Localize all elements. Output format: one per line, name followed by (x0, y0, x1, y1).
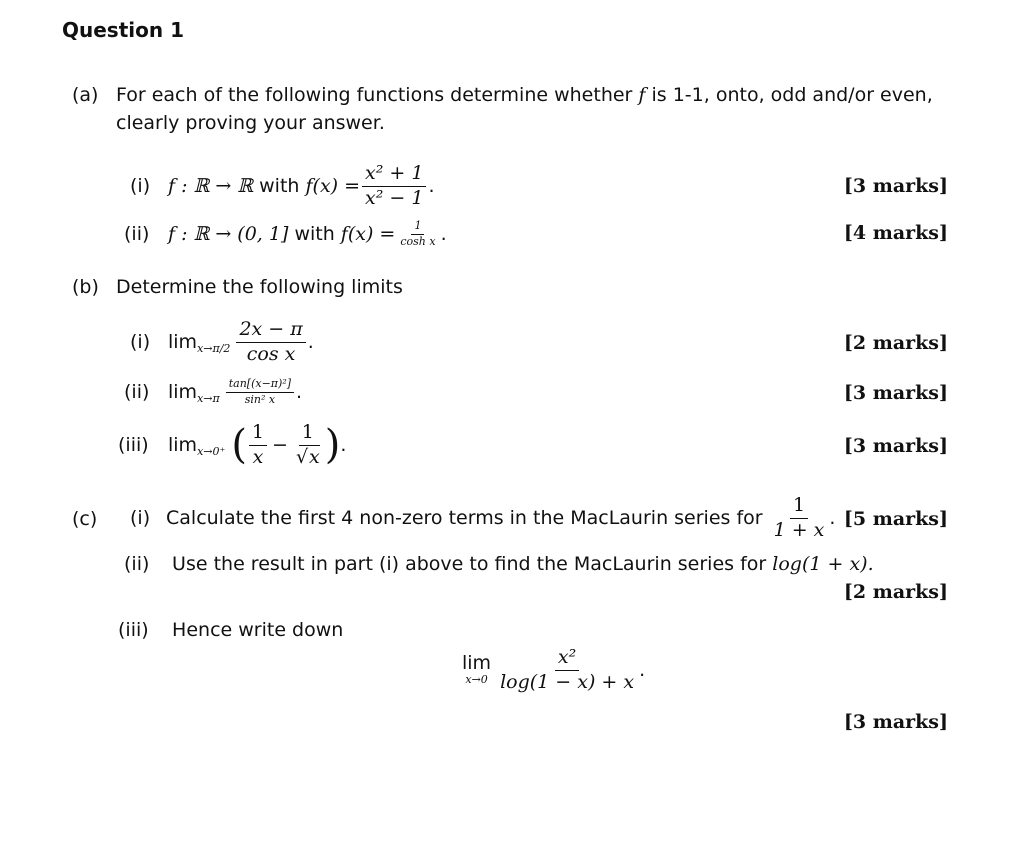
part-c-iii (118, 619, 343, 641)
part-b-i-end: . (307, 331, 314, 353)
part-b-ii-lim: lim (168, 381, 198, 403)
part-b-ii-denominator: sin² x (244, 392, 276, 406)
part-c-label: (c) (72, 508, 98, 530)
part-a-i-denominator: x² − 1 (365, 186, 424, 209)
part-b-iii-marks: [3 marks] (843, 435, 948, 457)
part-a-i-numerator: x² + 1 (362, 163, 426, 187)
part-a-i-marks: [3 marks] (843, 175, 948, 197)
part-c-iii-text: Hence write down (172, 619, 344, 641)
part-b-iii-minus: − (272, 434, 288, 456)
part-b-i (130, 316, 314, 368)
part-a-i-label: (i) (130, 175, 151, 197)
part-c-iii-display-limit (462, 640, 645, 700)
part-c-i-text: Calculate the first 4 non-zero terms in the MacLaurin series for (166, 507, 763, 529)
part-a-i-fraction (362, 163, 426, 210)
part-b-ii-fraction (226, 378, 294, 406)
part-c-iii-label: (iii) (118, 619, 149, 641)
part-b-iii-numerator-1: 1 (249, 422, 267, 446)
part-c-iii-marks: [3 marks] (843, 711, 948, 733)
part-c-ii (124, 553, 874, 575)
part-b-iii-end: . (340, 434, 347, 456)
part-a-text: For each of the following functions determine whether (116, 84, 633, 106)
question-title: Question 1 (62, 18, 184, 42)
part-b-iii-denominator-2 (293, 446, 323, 469)
part-b-ii-sub: x→π (197, 391, 220, 405)
part-a-text-line2: clearly proving your answer. (116, 112, 385, 134)
part-b-ii-numerator: tan[(x−π)²] (226, 378, 294, 393)
part-c-iii-lim-block (462, 651, 492, 686)
part-b-i-lim: lim (168, 331, 198, 353)
part-a-ii-fx: f(x) = (340, 223, 396, 245)
part-b-i-label: (i) (130, 331, 151, 353)
part-b-i-fraction (236, 319, 305, 366)
part-c-iii-end: . (639, 659, 646, 681)
part-a-i-with: with (259, 175, 300, 197)
part-b-ii-marks: [3 marks] (843, 382, 948, 404)
part-c-i-fraction (771, 495, 828, 542)
part-b-iii (118, 416, 346, 474)
part-c-iii-numerator: x² (555, 647, 579, 671)
part-a-ii (124, 216, 447, 252)
part-c-ii-label: (ii) (124, 553, 150, 575)
part-a-label: (a) (72, 84, 99, 106)
part-c-ii-expr: log(1 + x). (772, 553, 874, 575)
part-c-iii-fraction (497, 647, 637, 694)
part-b-iii-numerator-2: 1 (299, 422, 317, 446)
part-a-text-line1 (116, 84, 933, 106)
part-a-ii-map: f : ℝ → (0, 1] (168, 223, 289, 245)
part-b-ii (124, 372, 302, 412)
part-c-i (130, 490, 835, 546)
part-b-ii-label: (ii) (124, 381, 150, 403)
part-c-i-denominator: 1 + x (773, 518, 825, 541)
part-a-ii-denominator: cosh x (400, 234, 436, 248)
sqrt-symbol: √ (295, 445, 309, 468)
part-c-ii-marks: [2 marks] (843, 581, 948, 603)
part-a-i (130, 160, 435, 212)
part-a-ii-label: (ii) (124, 223, 150, 245)
part-a-i-end: . (428, 175, 435, 197)
part-c-ii-text: Use the result in part (i) above to find the MacLaurin series for (172, 553, 767, 575)
part-a-ii-marks: [4 marks] (843, 222, 948, 244)
part-b-iii-denominator-1: x (252, 445, 264, 468)
part-a-i-map: f : ℝ → ℝ (168, 175, 254, 197)
part-b-label: (b) (72, 276, 99, 298)
part-a-ii-end: . (440, 223, 447, 245)
part-a-ii-with: with (294, 223, 335, 245)
part-b-iii-sub: x→0⁺ (197, 444, 226, 458)
part-b-iii-fraction-1 (249, 422, 267, 469)
part-c-i-numerator: 1 (790, 495, 808, 519)
part-b-iii-lparen: ( (231, 422, 247, 468)
part-b-iii-lim: lim (168, 434, 198, 456)
part-b-i-numerator: 2x − π (236, 319, 305, 343)
part-c-iii-sub: x→0 (465, 672, 488, 686)
part-b-iii-rparen: ) (324, 422, 341, 468)
part-b-ii-end: . (296, 381, 303, 403)
part-a-f: f (638, 84, 646, 106)
part-b-iii-label: (iii) (118, 434, 149, 456)
part-b-i-denominator: cos x (246, 342, 296, 365)
part-b-i-marks: [2 marks] (843, 332, 948, 354)
part-a-text-end: is 1-1, onto, odd and/or even, (651, 84, 933, 106)
part-a-ii-numerator: 1 (411, 220, 424, 235)
part-a-ii-fraction (397, 220, 438, 248)
part-b-iii-fraction-2 (293, 422, 323, 469)
part-c-i-label: (i) (130, 507, 151, 529)
part-c-iii-denominator: log(1 − x) + x (500, 670, 635, 693)
part-c-iii-lim: lim (462, 651, 492, 674)
part-c-i-end: . (829, 507, 836, 529)
part-c-i-marks: [5 marks] (843, 508, 948, 530)
part-b-i-sub: x→π/2 (197, 341, 231, 355)
sqrt-radicand: x (309, 445, 320, 468)
part-b-text: Determine the following limits (116, 276, 403, 298)
part-a-i-fx: f(x) = (305, 175, 361, 197)
